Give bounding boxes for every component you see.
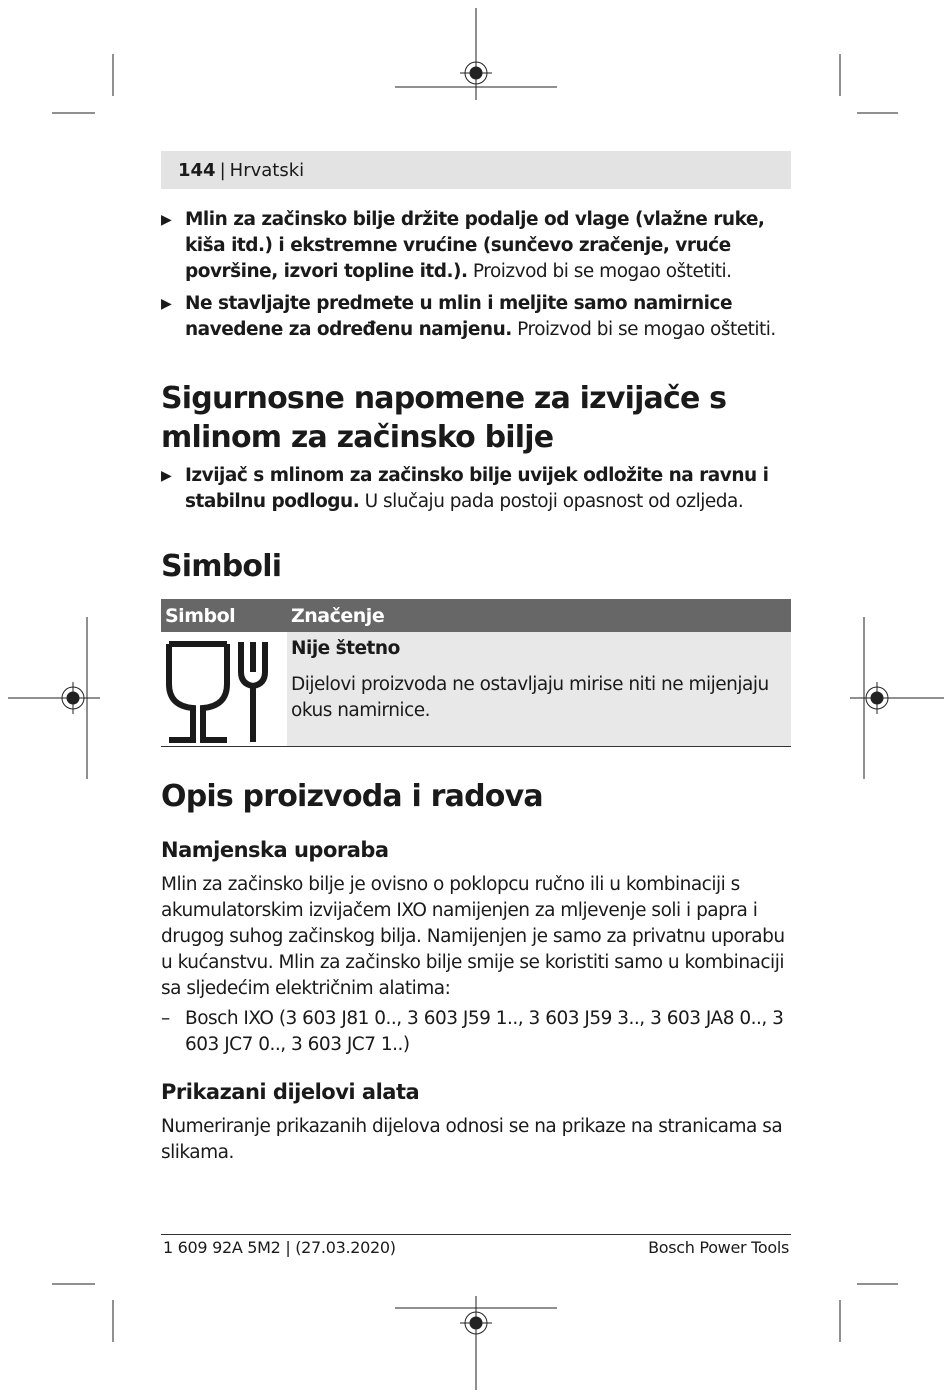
triangle-bullet-icon: ▶ bbox=[161, 296, 172, 312]
symbols-heading: Simboli bbox=[161, 549, 282, 584]
list-item-text: Bosch IXO (3 603 J81 0.., 3 603 J59 1.., 3 603 J59 3.., 3 603 JA8 0.., 3 603 JC7 0.., 3 603 JC7 1..) bbox=[185, 1008, 784, 1055]
triangle-bullet-icon: ▶ bbox=[161, 468, 172, 484]
header-language: Hrvatski bbox=[229, 159, 305, 181]
list-dash: – bbox=[161, 1008, 170, 1029]
description-heading: Opis proizvoda i radova bbox=[161, 779, 543, 814]
warning-bold: Ne stavljajte predmete u mlin i meljite samo namirnice navedene za određenu namjenu. bbox=[185, 293, 733, 340]
page-number: 144 bbox=[178, 159, 216, 181]
warning-bold: Mlin za začinsko bilje držite podalje od vlage (vlažne ruke, kiša itd.) i ekstremne vrućine (sunčevo zračenje, vruće površine, izvori topline itd.). bbox=[185, 209, 765, 282]
symbols-table bbox=[161, 599, 791, 747]
food-safe-icon bbox=[163, 636, 273, 746]
intended-use-heading: Namjenska uporaba bbox=[161, 838, 389, 862]
column-header-meaning: Značenje bbox=[287, 599, 791, 632]
table-row bbox=[161, 632, 791, 747]
list-item bbox=[161, 1006, 791, 1058]
warning-item bbox=[161, 463, 791, 515]
warning-item bbox=[161, 207, 791, 285]
column-header-symbol: Simbol bbox=[161, 599, 287, 632]
intended-use-text: Mlin za začinsko bilje je ovisno o poklopcu ručno ili u kombinaciji s akumulatorskim izvijačem IXO namijenjen za mljevenje soli i papra i drugog suhog začinskog bilja. Namijenjen je samo za privatnu uporabu u kućanstvu. Mlin za začinsko bilje smije se koristiti samo u kombinaciji sa sljedećim električnim alatima: bbox=[161, 874, 785, 999]
footer-document-id: 1 609 92A 5M2 | (27.03.2020) bbox=[163, 1238, 396, 1257]
registration-mark-icon bbox=[395, 1296, 557, 1390]
safety-heading: Sigurnosne napomene za izvijače s mlinom za začinsko bilje bbox=[161, 381, 727, 455]
warning-bold: Izvijač s mlinom za začinsko bilje uvijek odložite na ravnu i stabilnu podlogu. bbox=[185, 465, 769, 512]
meaning-title: Nije štetno bbox=[291, 638, 400, 659]
triangle-bullet-icon: ▶ bbox=[161, 212, 172, 228]
registration-mark-icon bbox=[8, 617, 100, 779]
registration-mark-icon bbox=[850, 617, 944, 779]
components-heading: Prikazani dijelovi alata bbox=[161, 1080, 420, 1104]
warning-text: U slučaju pada postoji opasnost od ozljeda. bbox=[359, 491, 744, 512]
page-header bbox=[161, 151, 791, 189]
page-footer bbox=[161, 1234, 791, 1257]
meaning-cell bbox=[287, 632, 791, 747]
symbol-cell bbox=[161, 632, 287, 747]
components-text: Numeriranje prikazanih dijelova odnosi se na prikaze na stranicama sa slikama. bbox=[161, 1116, 783, 1163]
warning-text: Proizvod bi se mogao oštetiti. bbox=[511, 319, 776, 340]
table-header-row bbox=[161, 599, 791, 632]
warning-item bbox=[161, 291, 791, 343]
header-separator: | bbox=[219, 159, 226, 181]
meaning-text: Dijelovi proizvoda ne ostavljaju mirise niti ne mijenjaju okus namirnice. bbox=[291, 674, 769, 721]
registration-mark-icon bbox=[395, 8, 557, 100]
warning-text: Proizvod bi se mogao oštetiti. bbox=[467, 261, 732, 282]
page-content bbox=[161, 207, 791, 1166]
footer-brand: Bosch Power Tools bbox=[648, 1238, 789, 1257]
